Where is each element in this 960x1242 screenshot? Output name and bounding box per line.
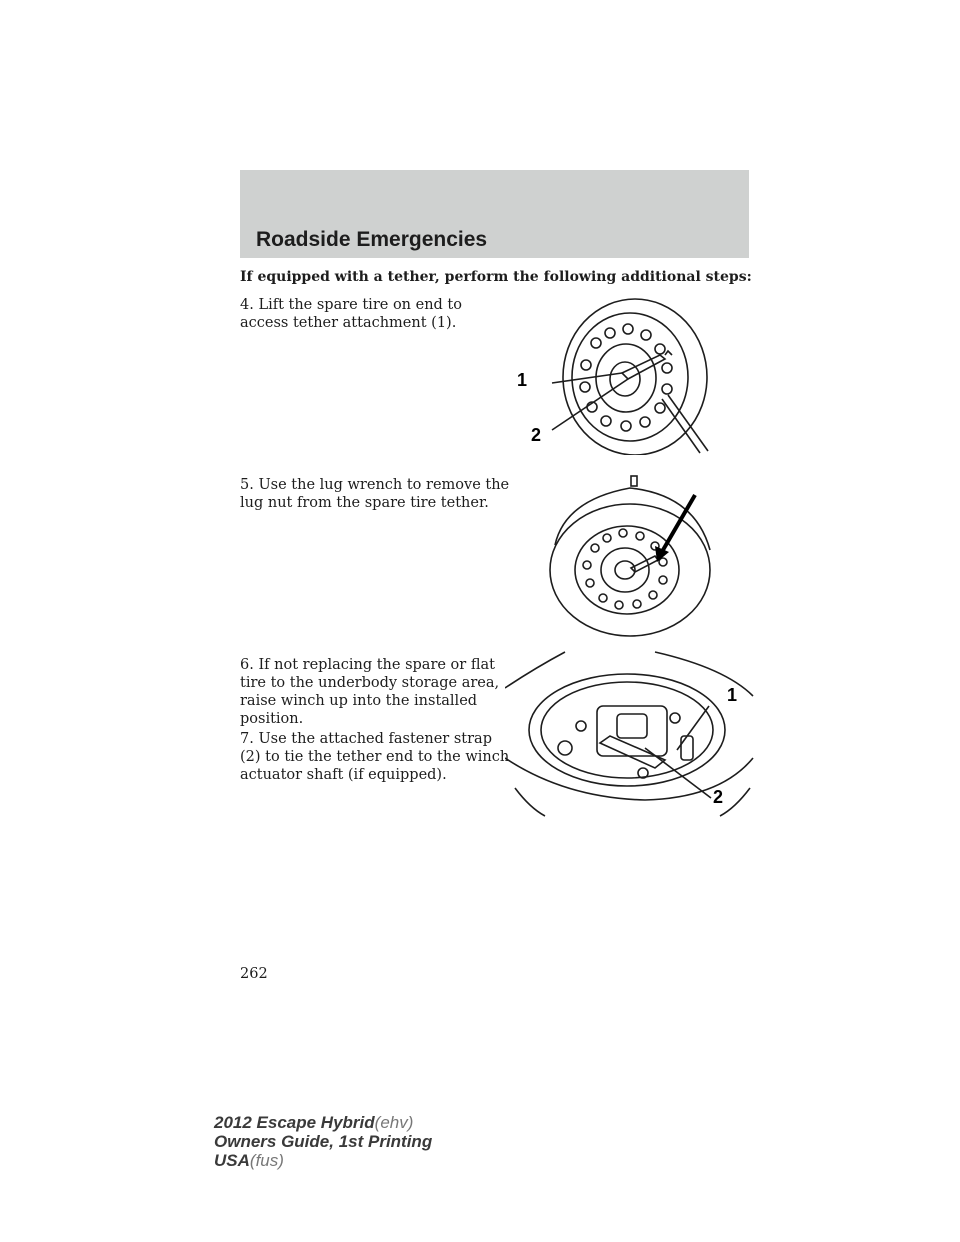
callout-2-fig1: 2 — [531, 425, 542, 445]
wheel-rim — [575, 526, 679, 614]
footer-edition: Owners Guide, 1st Printing — [214, 1132, 433, 1151]
callout-1-fig3: 1 — [727, 685, 738, 705]
intro-text: If equipped with a tether, perform the following additional steps: — [240, 269, 752, 285]
step-4: 4. Lift the spare tire on end to access tether attachment (1). — [240, 297, 462, 331]
section-title: Roadside Emergencies — [256, 228, 488, 251]
tether-end — [681, 736, 693, 760]
tether-bracket — [622, 355, 665, 379]
footer-model: 2012 Escape Hybrid — [214, 1113, 375, 1132]
callout-1-fig1: 1 — [517, 370, 528, 390]
footer-market-code: (fus) — [249, 1151, 284, 1170]
storage-well — [529, 674, 725, 786]
callout-2-fig3: 2 — [713, 787, 724, 807]
wheel-hub — [601, 548, 649, 592]
step-7: 7. Use the attached fastener strap (2) to tie the tether end to the winch actuator shaft (if equipped). — [240, 731, 510, 783]
indicator-arrow — [663, 495, 695, 550]
document-footer — [214, 1113, 432, 1170]
footer-market: USA — [214, 1151, 250, 1170]
step-5: 5. Use the lug wrench to remove the lug nut from the spare tire tether. — [240, 477, 510, 511]
step-6: 6. If not replacing the spare or flat tire to the underbody storage area, raise winch up into the installed position. — [240, 657, 500, 727]
lug-nut-removal-figure — [545, 470, 715, 640]
footer-model-code: (ehv) — [374, 1113, 414, 1132]
spare-tire-tether-figure — [510, 295, 720, 455]
page-number: 262 — [240, 966, 268, 982]
tire-outer — [550, 504, 710, 636]
